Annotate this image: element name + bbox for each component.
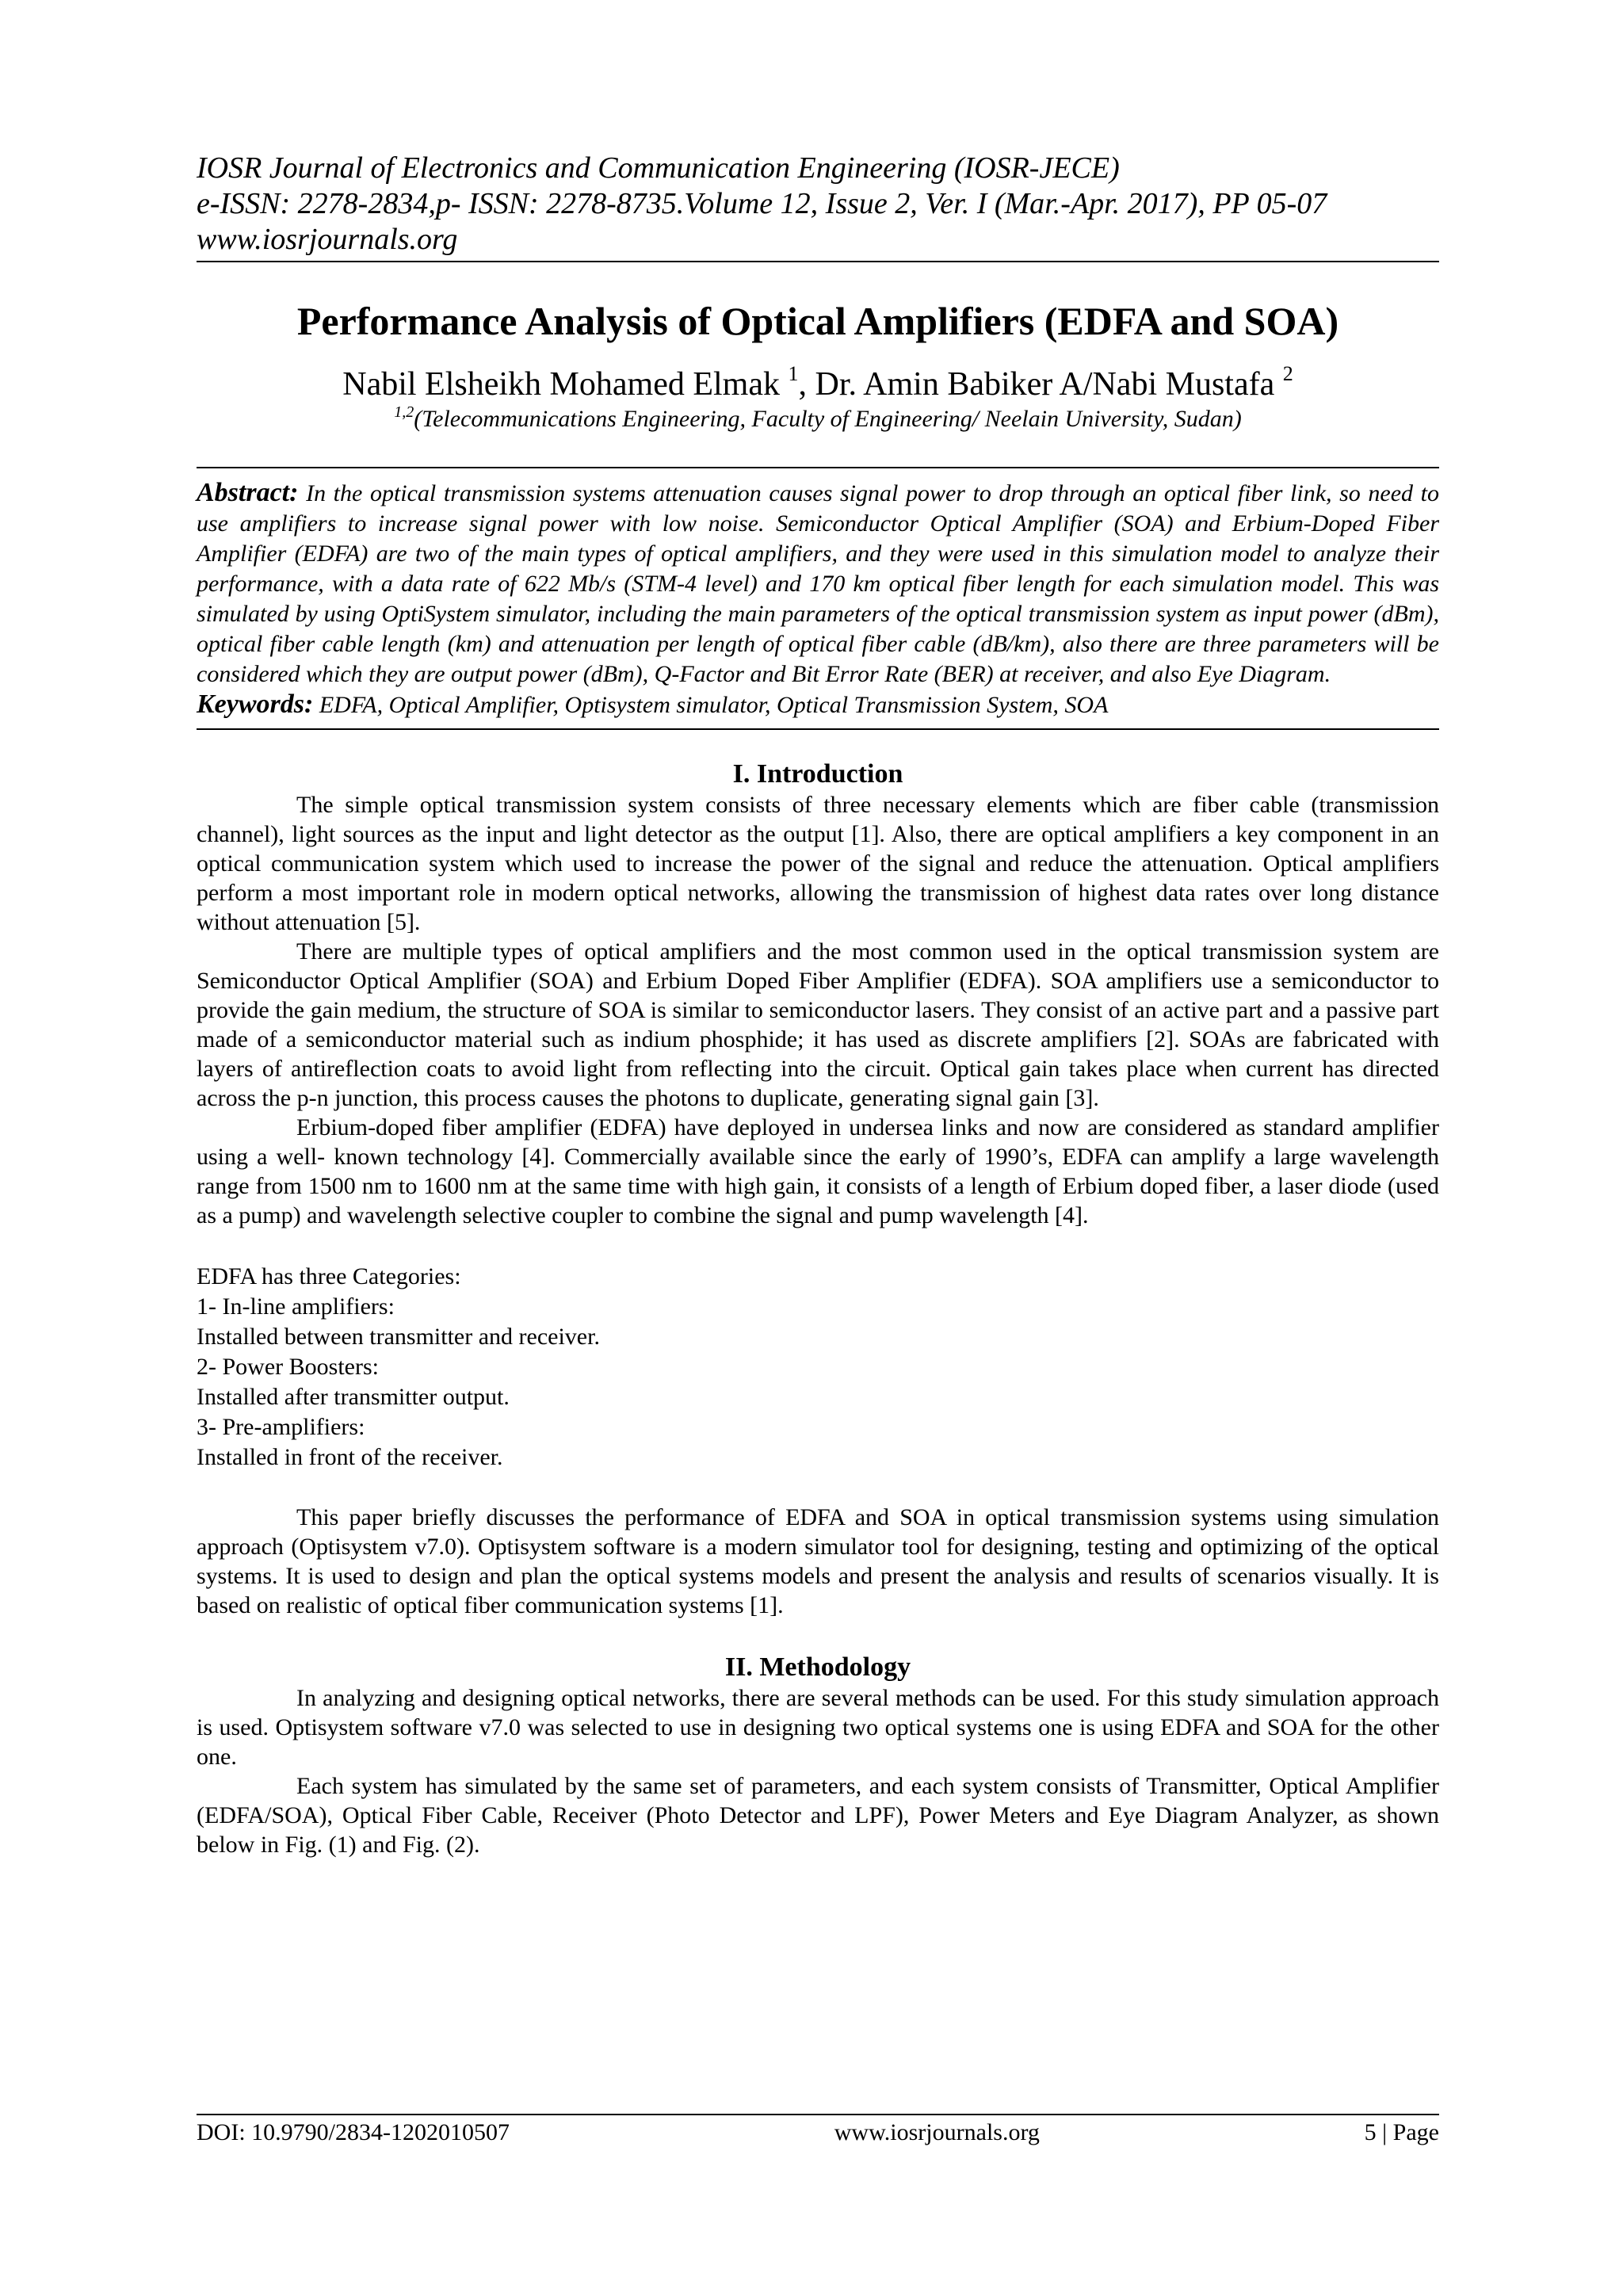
list-item: Installed in front of the receiver. [197, 1444, 503, 1470]
introduction-body [197, 790, 1439, 1230]
page-footer [197, 2114, 1439, 2147]
keywords-label: Keywords: [197, 690, 314, 719]
page-content [197, 151, 1439, 1859]
affiliation-text: (Telecommunications Engineering, Faculty of Engineering/ Neelain University, Sudan) [414, 406, 1242, 432]
section-heading-methodology: II. Methodology [724, 1652, 911, 1682]
section-heading-introduction: I. Introduction [732, 759, 903, 789]
footer-website[interactable]: www.iosrjournals.org [834, 2119, 1040, 2145]
footer-doi: DOI: 10.9790/2834-1202010507 [197, 2119, 510, 2145]
abstract-label: Abstract: [197, 478, 299, 507]
author-line [197, 364, 1439, 405]
keywords-paragraph [197, 690, 1439, 720]
list-item: 2- Power Boosters: [197, 1354, 379, 1380]
edfa-categories-list [197, 1262, 1439, 1473]
footer-page-number: 5 | Page [1364, 2119, 1439, 2145]
paragraph: This paper briefly discusses the performance of EDFA and SOA in optical transmission systems using simulation approach (Optisystem v7.0). Optisystem software is a modern simulator tool for designing, testing and optimizing of the optical systems. It is used to design and plan the optical systems models and present the analysis and results of scenarios visually. It is based on realistic of optical fiber communication systems [1]. [197, 1504, 1439, 1618]
author-2-superscript: 2 [1282, 362, 1293, 385]
journal-name: IOSR Journal of Electronics and Communication Engineering (IOSR-JECE) [197, 151, 1120, 185]
affiliation [197, 405, 1439, 434]
paragraph: Each system has simulated by the same set of parameters, and each system consists of Transmitter, Optical Amplifier (EDFA/SOA), Optical Fiber Cable, Receiver (Photo Detector and LPF), Power Meters and Eye Diagram Analyzer, as shown below in Fig. (1) and Fig. (2). [197, 1773, 1439, 1858]
introduction-closing [197, 1503, 1439, 1620]
list-item: 3- Pre-amplifiers: [197, 1414, 365, 1440]
abstract-text: In the optical transmission systems attenuation causes signal power to drop through an optical fiber link, so need to use amplifiers to increase signal power with low noise. Semiconductor Optical Amplifier (SOA) and Erbium-Doped Fiber Amplifier (EDFA) are two of the main types of optical amplifiers, and they were used in this simulation model to analyze their performance, with a data rate of 622 Mb/s (STM-4 level) and 170 km optical fiber length for each simulation model. This was simulated by using OptiSystem simulator, including the main parameters of the optical transmission system as input power (dBm), optical fiber cable length (km) and attenuation per length of optical fiber cable (dB/km), also there are three parameters will be considered which they are output power (dBm), Q-Factor and Bit Error Rate (BER) at receiver, and also Eye Diagram. [197, 480, 1440, 687]
list-item: EDFA has three Categories: [197, 1263, 461, 1289]
author-1: Nabil Elsheikh Mohamed Elmak [342, 366, 780, 403]
journal-website[interactable]: www.iosrjournals.org [197, 223, 458, 256]
journal-header [197, 151, 1439, 262]
paper-title: Performance Analysis of Optical Amplifiers (EDFA and SOA) [296, 299, 1339, 343]
spacer [197, 1473, 1439, 1503]
keywords-text: EDFA, Optical Amplifier, Optisystem simulator, Optical Transmission System, SOA [319, 692, 1109, 718]
methodology-body [197, 1683, 1439, 1859]
abstract-block [197, 467, 1439, 730]
paragraph: There are multiple types of optical amplifiers and the most common used in the optical transmission system are Semiconductor Optical Amplifier (SOA) and Erbium Doped Fiber Amplifier (EDFA). SOA amplifiers use a semiconductor to provide the gain medium, the structure of SOA is similar to semiconductor lasers. They consist of an active part and a passive part made of a semiconductor material such as indium phosphide; it has used as discrete amplifiers [2]. SOAs are fabricated with layers of antireflection coats to avoid light from reflecting into the circuit. Optical gain takes place when current has directed across the p-n junction, this process causes the photons to duplicate, generating signal gain [3]. [197, 938, 1439, 1111]
list-item: Installed after transmitter output. [197, 1384, 510, 1410]
list-item: 1- In-line amplifiers: [197, 1293, 395, 1320]
abstract-paragraph [197, 478, 1439, 690]
list-item: Installed between transmitter and receiver. [197, 1324, 600, 1350]
journal-issn: e-ISSN: 2278-2834,p- ISSN: 2278-8735.Volume 12, Issue 2, Ver. I (Mar.-Apr. 2017), PP 05-07 [197, 187, 1327, 220]
author-2: Dr. Amin Babiker A/Nabi Mustafa [815, 366, 1275, 403]
affiliation-superscript: 1,2 [394, 403, 414, 421]
paragraph: In analyzing and designing optical networks, there are several methods can be used. For this study simulation approach is used. Optisystem software v7.0 was selected to use in designing two optical systems one is using EDFA and SOA for the other one. [197, 1685, 1439, 1770]
paragraph: The simple optical transmission system consists of three necessary elements which are fiber cable (transmission channel), light sources as the input and light detector as the output [1]. Also, there are optical amplifiers a key component in an optical communication system which used to increase the power of the signal and reduce the attenuation. Optical amplifiers perform a most important role in modern optical networks, allowing the transmission of highest data rates over long distance without attenuation [5]. [197, 792, 1439, 935]
author-separator: , [798, 366, 815, 403]
author-1-superscript: 1 [788, 362, 799, 385]
paragraph: Erbium-doped fiber amplifier (EDFA) have deployed in undersea links and now are considered as standard amplifier using a well- known technology [4]. Commercially available since the early of 1990’s, EDFA can amplify a large wavelength range from 1500 nm to 1600 nm at the same time with high gain, it consists of a length of Erbium doped fiber, a laser diode (used as a pump) and wavelength selective coupler to combine the signal and pump wavelength [4]. [197, 1114, 1439, 1228]
